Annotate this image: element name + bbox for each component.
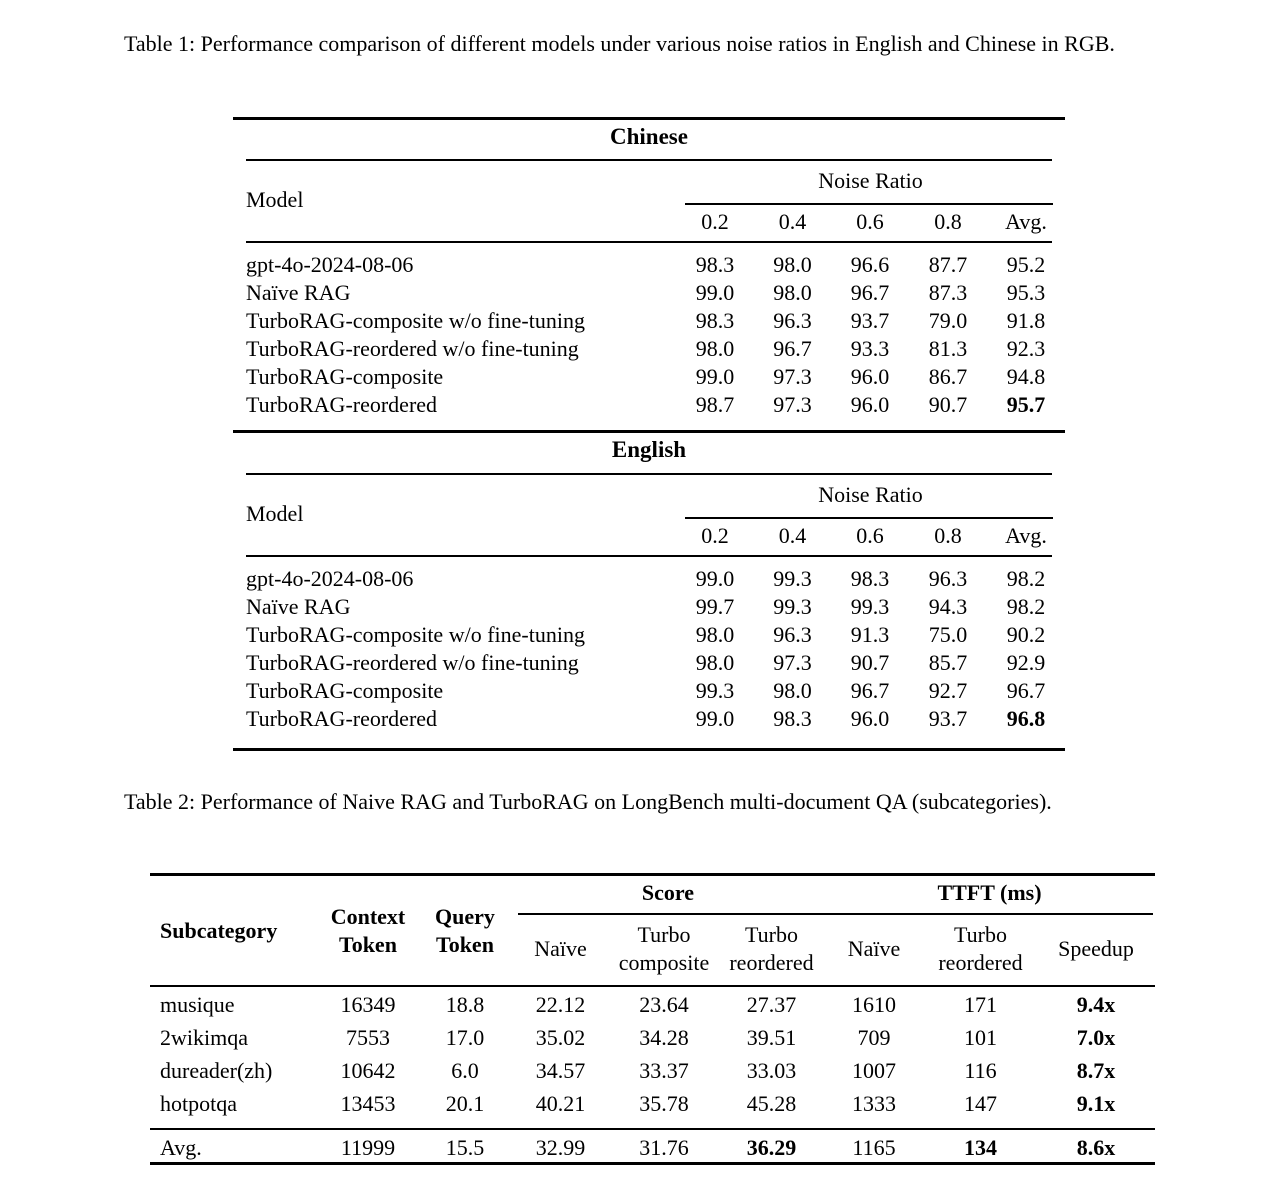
model-cell: TurboRAG-composite w/o fine-tuning <box>246 308 585 333</box>
value-cell: 94.8 <box>1006 364 1046 389</box>
value-cell: 92.7 <box>928 678 968 703</box>
value-cell: 98.0 <box>695 336 735 361</box>
speedup-cell: 9.1x <box>1076 1091 1116 1116</box>
table-row <box>150 1021 1155 1054</box>
value-cell: 99.0 <box>695 364 735 389</box>
value-cell: 95.2 <box>1006 252 1046 277</box>
noise-tick-row <box>676 517 1065 555</box>
value-cell: 92.3 <box>1006 336 1046 361</box>
value-cell: 91.8 <box>1006 308 1046 333</box>
section-title-english: English <box>611 437 687 462</box>
value-cell: 33.37 <box>639 1058 689 1083</box>
table1 <box>233 117 1065 751</box>
tick-label: 0.4 <box>778 209 807 234</box>
value-cell: 15.5 <box>445 1135 485 1160</box>
value-cell: 98.3 <box>773 706 812 731</box>
noise-ratio-header: Noise Ratio <box>818 168 923 193</box>
tick-label: 0.8 <box>934 209 962 234</box>
value-cell: 87.7 <box>928 252 968 277</box>
context-token-header: Context Token <box>330 903 406 957</box>
value-cell: 99.7 <box>695 594 735 619</box>
table-row <box>233 593 1065 621</box>
subcategory-cell: dureader(zh) <box>160 1058 273 1083</box>
value-cell: 99.3 <box>850 594 890 619</box>
model-cell: TurboRAG-composite w/o fine-tuning <box>246 622 585 647</box>
subcategory-cell: 2wikimqa <box>160 1025 248 1050</box>
table2 <box>150 873 1155 1165</box>
value-cell: 93.7 <box>850 308 890 333</box>
subheader-row <box>512 915 1155 983</box>
value-cell: 1007 <box>852 1058 896 1083</box>
value-cell: 116 <box>964 1058 997 1083</box>
value-cell: 35.02 <box>535 1025 586 1050</box>
value-cell: 34.57 <box>535 1058 586 1083</box>
tick-label: 0.2 <box>701 523 729 548</box>
score-group-header: Score <box>641 880 695 905</box>
value-cell: 92.9 <box>1006 650 1046 675</box>
speedup-cell: 8.7x <box>1076 1058 1116 1083</box>
naive-score-header: Naïve <box>534 936 587 961</box>
value-cell: 91.3 <box>850 622 890 647</box>
value-cell: 17.0 <box>445 1025 485 1050</box>
model-cell: Naïve RAG <box>246 280 351 305</box>
value-cell: 35.78 <box>639 1091 689 1116</box>
table-row <box>233 621 1065 649</box>
table1-bottom-rule <box>233 748 1065 751</box>
value-cell: 1610 <box>852 992 896 1017</box>
model-cell: TurboRAG-reordered <box>246 706 438 731</box>
subcategory-cell: Avg. <box>160 1135 202 1160</box>
table-row <box>233 307 1065 335</box>
value-cell: 96.3 <box>773 622 812 647</box>
model-cell: TurboRAG-reordered <box>246 392 438 417</box>
value-cell: 85.7 <box>928 650 968 675</box>
value-cell: 98.0 <box>695 622 735 647</box>
table-row <box>233 363 1065 391</box>
value-cell: 90.7 <box>928 392 968 417</box>
table-row <box>150 1087 1155 1120</box>
ttft-group-header: TTFT (ms) <box>937 880 1042 905</box>
model-cell: TurboRAG-reordered w/o fine-tuning <box>246 650 579 675</box>
value-cell: 94.3 <box>928 594 968 619</box>
value-cell: 96.0 <box>850 364 890 389</box>
value-cell: 75.0 <box>928 622 968 647</box>
value-cell: 98.0 <box>773 678 812 703</box>
table1-caption: Table 1: Performance comparison of different models under various noise ratios in English and Chinese in RGB. <box>124 31 1115 56</box>
tick-label: 0.8 <box>934 523 962 548</box>
chinese-rows <box>233 241 1065 419</box>
model-cell: gpt-4o-2024-08-06 <box>246 252 414 277</box>
value-cell: 171 <box>964 992 997 1017</box>
table1-section-rule <box>233 430 1065 433</box>
tick-label: 0.2 <box>701 209 729 234</box>
value-cell: 34.28 <box>639 1025 689 1050</box>
value-cell: 98.3 <box>695 252 735 277</box>
model-cell: TurboRAG-composite <box>246 678 444 703</box>
value-cell: 98.7 <box>695 392 735 417</box>
turbo-composite-header: Turbo composite <box>618 922 710 975</box>
naive-ttft-header: Naïve <box>847 936 901 961</box>
subcategory-cell: musique <box>160 992 235 1017</box>
value-cell: 10642 <box>340 1058 396 1083</box>
subcategory-header: Subcategory <box>160 917 278 943</box>
value-cell: 96.0 <box>850 392 890 417</box>
value-cell: 90.7 <box>850 650 890 675</box>
value-cell: 11999 <box>340 1135 396 1160</box>
value-cell: 99.3 <box>773 594 812 619</box>
value-cell: 90.2 <box>1006 622 1046 647</box>
value-cell-best: 95.7 <box>1006 392 1046 417</box>
table2-average <box>150 1128 1155 1164</box>
value-cell: 33.03 <box>746 1058 797 1083</box>
value-cell-best: 134 <box>964 1135 997 1160</box>
value-cell: 81.3 <box>928 336 968 361</box>
value-cell: 98.2 <box>1006 566 1046 591</box>
value-cell: 40.21 <box>535 1091 586 1116</box>
query-token-header: Query Token <box>435 903 495 957</box>
noise-ratio-header: Noise Ratio <box>818 482 923 507</box>
value-cell: 23.64 <box>639 992 689 1017</box>
speedup-header: Speedup <box>1058 936 1134 961</box>
subcategory-cell: hotpotqa <box>160 1091 237 1116</box>
value-cell: 99.0 <box>695 280 735 305</box>
value-cell: 45.28 <box>746 1091 797 1116</box>
value-cell: 32.99 <box>535 1135 586 1160</box>
table-row <box>233 677 1065 705</box>
average-row <box>150 1131 1155 1164</box>
value-cell: 95.3 <box>1006 280 1046 305</box>
value-cell: 99.0 <box>695 706 735 731</box>
table-row <box>150 988 1155 1021</box>
model-column-header: Model <box>246 501 304 526</box>
value-cell: 16349 <box>340 992 396 1017</box>
table-row <box>233 251 1065 279</box>
tick-label: 0.6 <box>856 209 884 234</box>
table2-rows <box>150 985 1155 1120</box>
table-row <box>233 279 1065 307</box>
value-cell: 98.0 <box>773 280 812 305</box>
tick-label: 0.4 <box>778 523 807 548</box>
value-cell: 98.3 <box>695 308 735 333</box>
value-cell: 96.7 <box>773 336 812 361</box>
model-cell: TurboRAG-composite <box>246 364 444 389</box>
value-cell: 13453 <box>340 1091 396 1116</box>
value-cell: 20.1 <box>445 1091 485 1116</box>
value-cell: 99.3 <box>695 678 735 703</box>
value-cell: 18.8 <box>445 992 485 1017</box>
table-row <box>150 1054 1155 1087</box>
value-cell: 97.3 <box>773 392 812 417</box>
value-cell: 709 <box>857 1025 891 1050</box>
value-cell: 1333 <box>852 1091 896 1116</box>
table-row <box>233 335 1065 363</box>
noise-tick-row <box>676 203 1065 241</box>
value-cell: 31.76 <box>639 1135 689 1160</box>
value-cell: 99.3 <box>773 566 812 591</box>
value-cell: 1165 <box>852 1135 896 1160</box>
value-cell: 101 <box>964 1025 997 1050</box>
value-cell: 87.3 <box>928 280 968 305</box>
value-cell: 96.7 <box>850 678 890 703</box>
english-rows <box>233 555 1065 733</box>
table2-caption: Table 2: Performance of Naive RAG and TurboRAG on LongBench multi-document QA (subcategories). <box>124 789 1052 814</box>
value-cell-best: 36.29 <box>746 1135 797 1160</box>
table-row <box>233 565 1065 593</box>
model-cell: TurboRAG-reordered w/o fine-tuning <box>246 336 579 361</box>
section-title-chinese: Chinese <box>610 124 688 149</box>
speedup-cell: 8.6x <box>1076 1135 1116 1160</box>
value-cell: 27.37 <box>746 992 797 1017</box>
value-cell: 93.7 <box>928 706 968 731</box>
value-cell: 39.51 <box>746 1025 797 1050</box>
value-cell: 97.3 <box>773 364 812 389</box>
value-cell: 97.3 <box>773 650 812 675</box>
value-cell: 79.0 <box>928 308 968 333</box>
value-cell: 7553 <box>346 1025 390 1050</box>
value-cell: 96.3 <box>928 566 968 591</box>
table-row <box>233 391 1065 419</box>
value-cell: 98.2 <box>1006 594 1046 619</box>
value-cell: 96.7 <box>1006 678 1046 703</box>
tick-label: Avg. <box>1005 523 1047 548</box>
model-column-header: Model <box>246 187 304 212</box>
table-row <box>233 705 1065 733</box>
value-cell: 6.0 <box>451 1058 479 1083</box>
value-cell: 96.7 <box>850 280 890 305</box>
model-cell: gpt-4o-2024-08-06 <box>246 566 414 591</box>
value-cell-best: 96.8 <box>1006 706 1046 731</box>
value-cell: 98.0 <box>773 252 812 277</box>
value-cell: 96.6 <box>850 252 890 277</box>
model-cell: Naïve RAG <box>246 594 351 619</box>
tick-label: 0.6 <box>856 523 884 548</box>
value-cell: 86.7 <box>928 364 968 389</box>
table1-top-rule <box>233 117 1065 120</box>
speedup-cell: 9.4x <box>1076 992 1116 1017</box>
value-cell: 98.0 <box>695 650 735 675</box>
value-cell: 22.12 <box>535 992 586 1017</box>
value-cell: 147 <box>964 1091 997 1116</box>
speedup-cell: 7.0x <box>1076 1025 1116 1050</box>
table2-top-rule <box>150 873 1155 876</box>
value-cell: 96.3 <box>773 308 812 333</box>
turbo-reordered-ttft-header: Turbo reordered <box>938 922 1023 975</box>
value-cell: 93.3 <box>850 336 890 361</box>
value-cell: 98.3 <box>850 566 890 591</box>
turbo-reordered-score-header: Turbo reordered <box>729 922 814 975</box>
value-cell: 96.0 <box>850 706 890 731</box>
table-row <box>233 649 1065 677</box>
value-cell: 99.0 <box>695 566 735 591</box>
tick-label: Avg. <box>1005 209 1047 234</box>
